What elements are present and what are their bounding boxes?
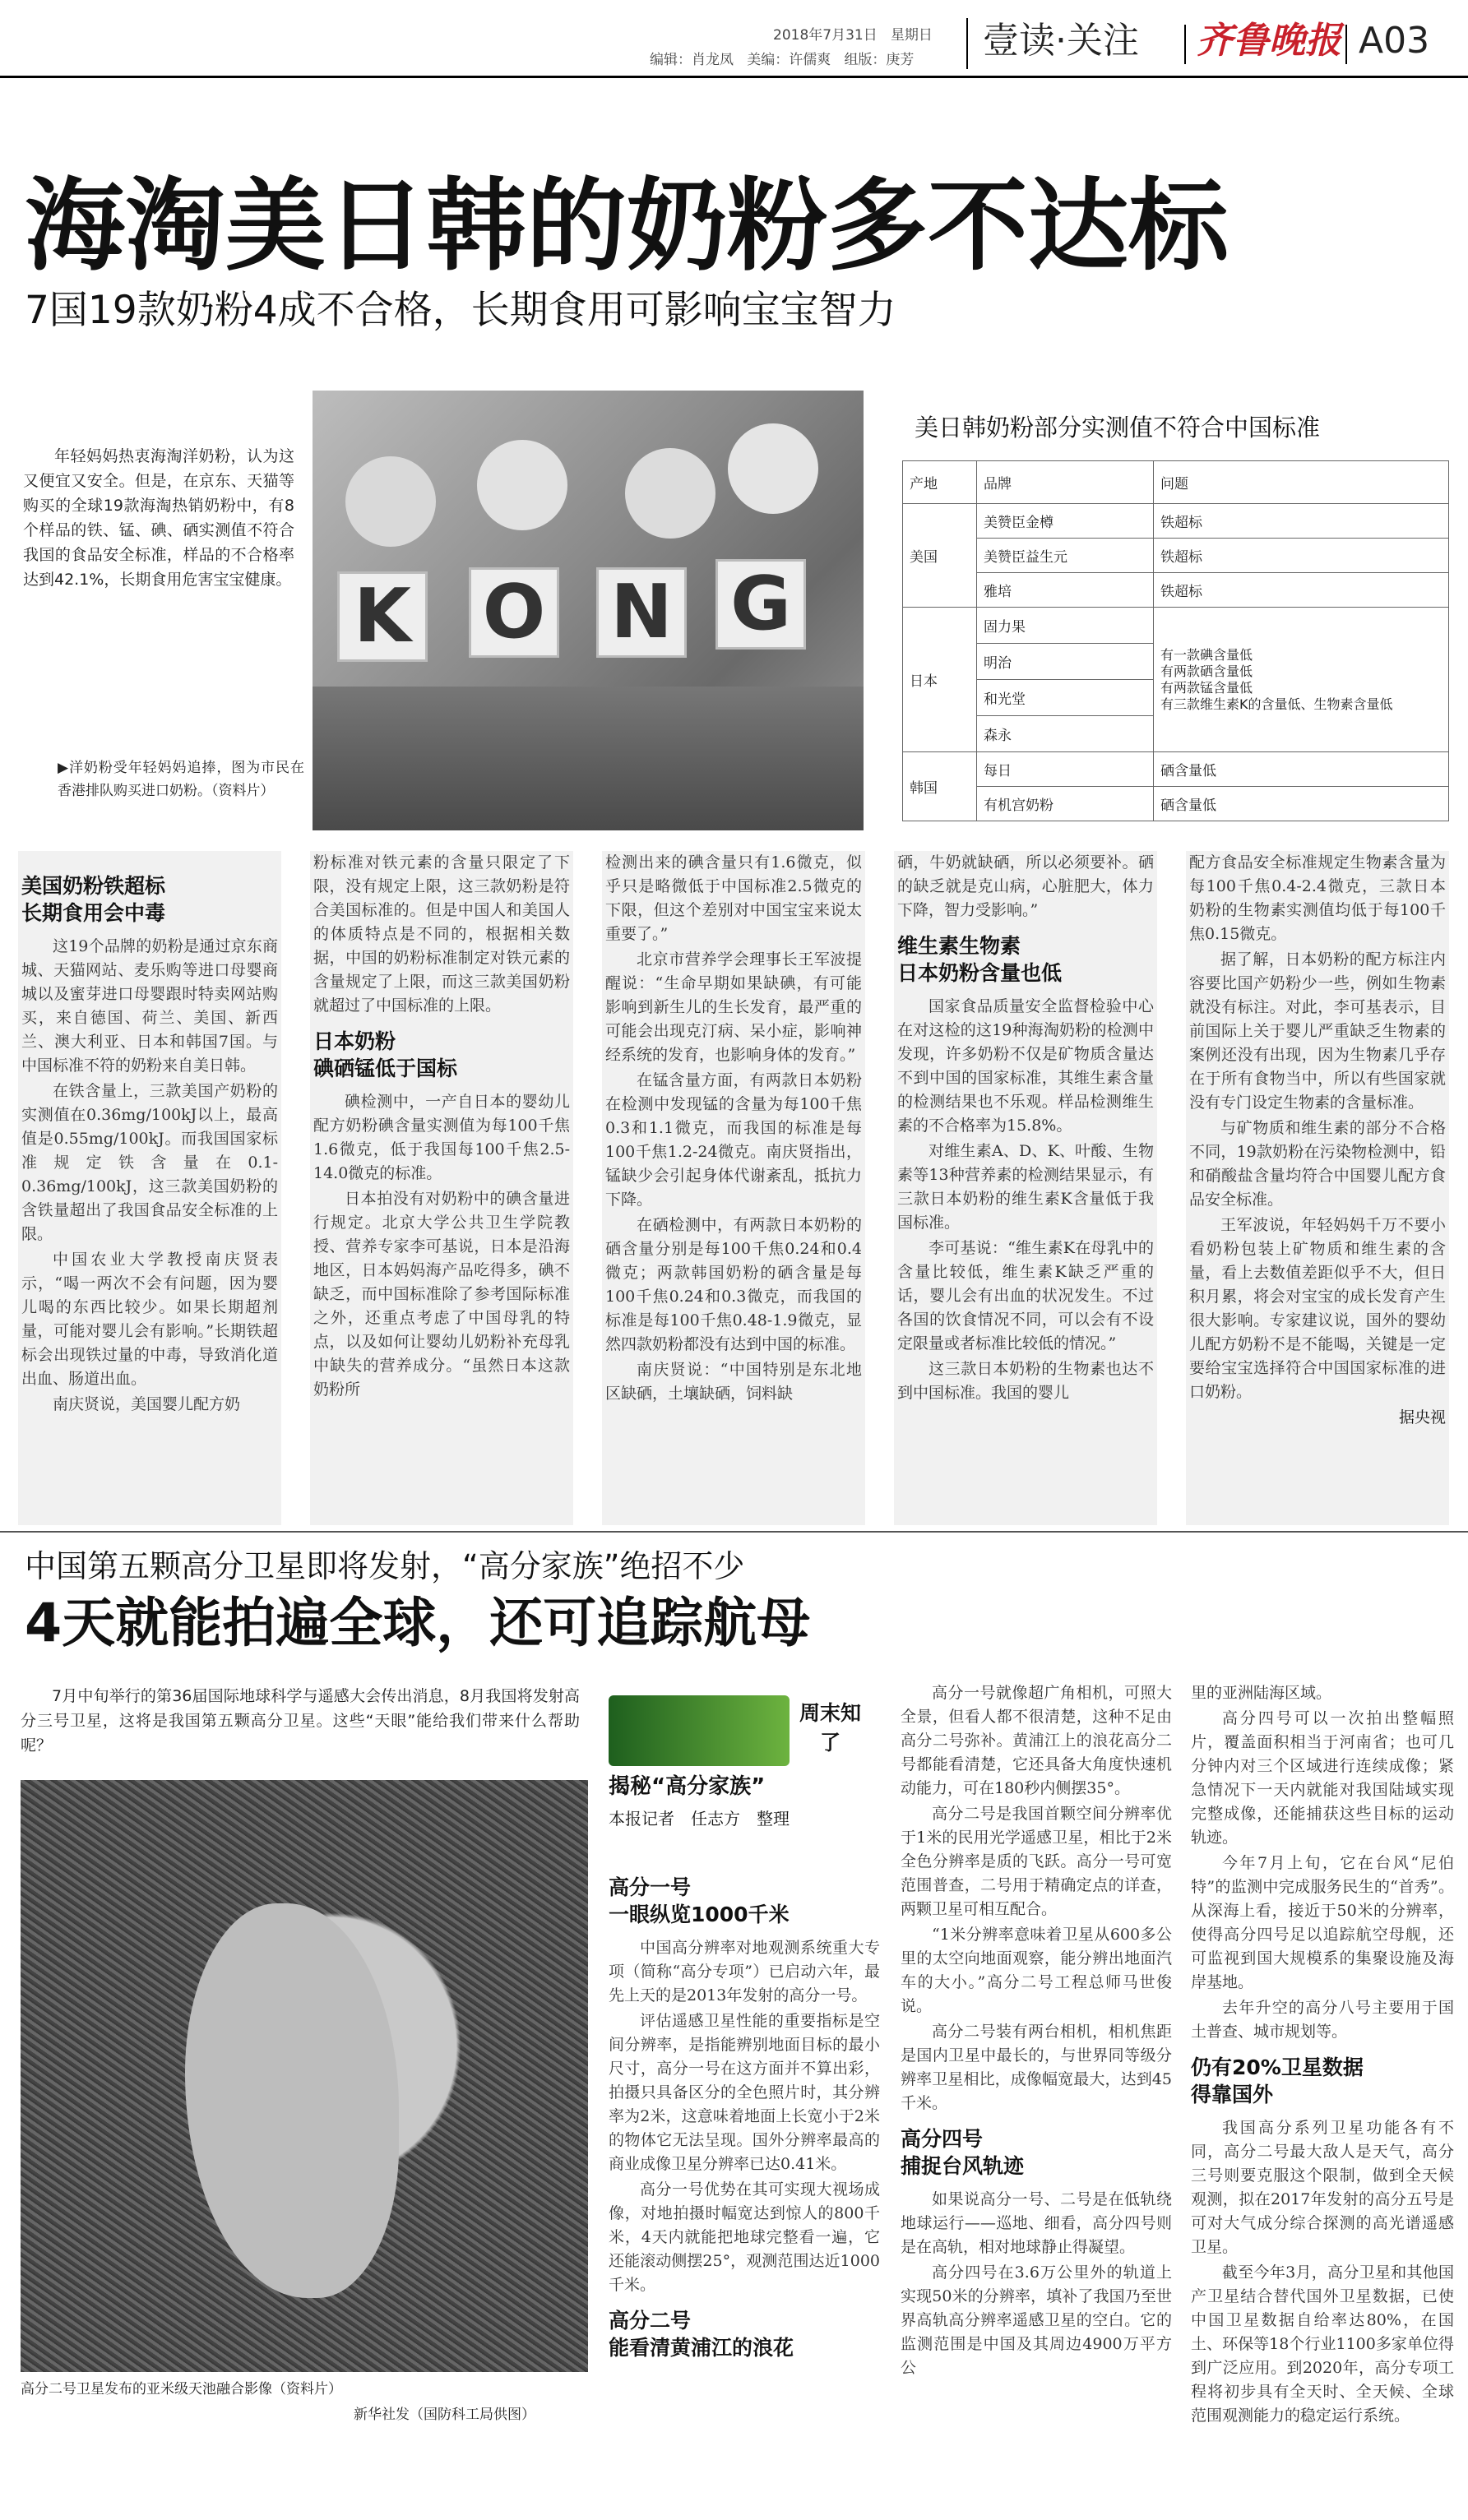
reveal-title: 揭秘“高分家族”: [609, 1774, 766, 1799]
table-header: 品牌: [977, 461, 1154, 504]
subheading: 高分二号 能看清黄浦江的浪花: [609, 2309, 794, 2360]
paragraph: 高分四号在3.6万公里外的轨道上实现50米的分辨率，填补了我国乃至世界高轨高分辨率遥感卫星的空白。它的监测范围是中国及其周边4900万平方公: [901, 2263, 1172, 2377]
issue-cell: 铁超标: [1154, 504, 1449, 539]
paragraph: “1米分辨率意味着卫星从600多公里的太空向地面观察，能分辨出地面汽车的大小。”高分二号工程总师马世俊说。: [901, 1926, 1172, 2015]
table-row: [903, 787, 1449, 821]
body-column-2: [310, 851, 573, 1525]
subheading: 高分一号 一眼纵览1000千米: [609, 1875, 790, 1926]
date-text: 2018年7月31日: [773, 27, 878, 44]
header-rule: [0, 76, 1468, 78]
header-divider: [1184, 25, 1186, 64]
paragraph: 北京市营养学会理事长王军波提醒说：“生命早期如果缺碘，有可能影响到新生儿的生长发育，最严重的可能会出现克汀病、呆小症，影响神经系统的发育，也影响身体的发育。”: [605, 950, 862, 1064]
issue-cell: 铁超标: [1154, 573, 1449, 608]
table-row: [903, 752, 1449, 787]
satellite-image-tianchi: [21, 1780, 588, 2372]
subheadline: 7国19款奶粉4成不合格，长期食用可影响宝宝智力: [25, 288, 896, 333]
paragraph: 配方食品安全标准规定生物素含量为每100千焦0.4-2.4微克，三款日本奶粉的生物素实测值均低于每100千焦0.15微克。: [1189, 853, 1446, 943]
badge-label: 周末知了: [799, 1701, 861, 1755]
paragraph: 南庆贤说，美国婴儿配方奶: [53, 1395, 241, 1413]
paragraph: 如果说高分一号、二号是在低轨绕地球运行——巡地、细看，高分四号则是在高轨，相对地球静止得凝望。: [901, 2190, 1172, 2256]
paragraph: 高分一号就像超广角相机，可照大全景，但看人都不很清楚，这种不足由高分二号弥补。黄浦江上的浪花高分二号都能看清楚，它还具备大角度快速机动能力，可在180秒内侧摆35°。: [901, 1684, 1172, 1797]
subheading: 维生素生物素 日本奶粉含量也低: [897, 934, 1063, 985]
paragraph: 中国高分辨率对地观测系统重大专项（简称“高分专项”）已启动六年，最先上天的是2013年发射的高分一号。: [609, 1939, 880, 2004]
baby-face: [625, 448, 715, 539]
weekday-text: 星期日: [890, 27, 933, 44]
table-row: [903, 539, 1449, 573]
page-number: A03: [1359, 20, 1430, 62]
brand-cell: 有机宫奶粉: [977, 787, 1154, 821]
paragraph: 高分二号装有两台相机，相机焦距是国内卫星中最长的，与世界同等级分辨率卫星相比，成像幅宽最大，达到45千米。: [901, 2023, 1172, 2112]
body-column-8: [1191, 1681, 1454, 2504]
headline: 海淘美日韩的奶粉多不达标: [25, 168, 1229, 284]
header-divider: [966, 18, 968, 69]
paragraph: 李可基说：“维生素K在母乳中的含量比较低，维生素K缺乏严重的话，婴儿会有出血的状况发生。不过各国的饮食情况不同，可以会有不设定限量或者标准比较低的情况。”: [897, 1239, 1154, 1352]
lead-text: 7月中旬举行的第36届国际地球科学与遥感大会传出消息，8月我国将发射高分三号卫星，这将是我国第五颗高分卫星。这些“天眼”能给我们带来什么帮助呢？: [21, 1687, 580, 1755]
letter-block: G: [715, 559, 806, 650]
paragraph: 这三款日本奶粉的生物素也达不到中国标准。我国的婴儿: [897, 1360, 1154, 1402]
subheading: 仍有20%卫星数据 得靠国外: [1191, 2055, 1364, 2106]
byline: 据央视: [1398, 1408, 1446, 1426]
paragraph: 中国农业大学教授南庆贤表示，“喝一两次不会有问题，因为婴儿喝的东西比较少。如果长期超剂量，可能对婴儿会有影响。”长期铁超标会出现铁过量的中毒，导致消化道出血、肠道出血。: [21, 1251, 278, 1388]
section-title: 壹读·关注: [983, 20, 1139, 62]
country-cell: 日本: [903, 608, 977, 752]
paragraph: 我国高分系列卫星功能各有不同，高分二号最大敌人是天气，高分三号则要克服这个限制，做到全天候观测，拟在2017年发射的高分五号是可对大气成分综合探测的高光谱遥感卫星。: [1191, 2119, 1454, 2256]
paragraph: 硒，牛奶就缺硒，所以必须要补。硒的缺乏就是克山病，心脏肥大，体力下降，智力受影响。”: [897, 853, 1154, 919]
paragraph: 国家食品质量安全监督检验中心在对这检的这19种海淘奶粉的检测中发现，许多奶粉不仅是矿物质含量达不到中国的国家标准，其维生素含量的检测结果也不乐观。样品检测维生素的不合格率为15.8%。: [897, 997, 1154, 1135]
badge-graphic: [609, 1695, 790, 1766]
standards-table: [902, 460, 1449, 821]
paragraph: 截至今年3月，高分卫星和其他国产卫星结合替代国外卫星数据，已使中国卫星数据自给率达80%，在国土、环保等18个行业1100多家单位得到广泛应用。到2020年，高分专项工程将初步具有全天时、全天候、全球范围观测能力的稳定运行系统。: [1191, 2263, 1454, 2425]
lead-text: 年轻妈妈热衷海淘洋奶粉，认为这又便宜又安全。但是，在京东、天猫等购买的全球19款海淘热销奶粉中，有8个样品的铁、锰、碘、硒实测值不符合我国的食品安全标准，样品的不合格率达到42.1%，长期食用危害宝宝健康。: [23, 447, 294, 589]
editor-credits: [650, 48, 914, 68]
paragraph: 检测出来的碘含量只有1.6微克，似乎只是略微低于中国标准2.5微克的下限，但这个差别对中国宝宝来说太重要了。”: [605, 853, 862, 943]
baby-face: [477, 440, 567, 530]
photo-caption: [58, 756, 304, 830]
reporter-credit: 本报记者 任志方 整理: [609, 1809, 790, 1829]
table-header: 产地: [903, 461, 977, 504]
paragraph: 与矿物质和维生素的部分不合格不同，19款奶粉在污染物检测中，铅和硝酸盐含量均符合中国婴儿配方食品安全标准。: [1189, 1119, 1446, 1209]
brand-cell: 明治: [977, 644, 1154, 680]
body-column-5: [1186, 851, 1449, 1525]
paragraph: 里的亚洲陆海区域。: [1191, 1684, 1332, 1702]
designer-text: 美编：许儒爽: [747, 52, 831, 68]
paragraph: 碘检测中，一产自日本的婴幼儿配方奶粉碘含量实测值为每100千焦1.6微克，低于我国每100千焦2.5-14.0微克的标准。: [313, 1093, 570, 1182]
body-column-4: [894, 851, 1157, 1525]
section-divider: [0, 1531, 1468, 1533]
lake-shape: [185, 1903, 399, 2298]
table-row: [903, 573, 1449, 608]
brand-cell: 每日: [977, 752, 1154, 787]
paragraph: 日本拍没有对奶粉中的碘含量进行规定。北京大学公共卫生学院教授、营养专家李可基说，日本是沿海地区，日本妈妈海产品吃得多，碘不缺乏，而中国标准除了参考国际标准之外，还重点考虑了中国母乳的特点，以及如何让婴幼儿奶粉补充母乳中缺失的营养成分。“虽然日本这款奶粉所: [313, 1190, 570, 1399]
body-column-6: [609, 1846, 880, 2504]
photo-kong: [313, 391, 864, 830]
paragraph: 这19个品牌的奶粉是通过京东商城、天猫网站、麦乐购等进口母婴商城以及蜜芽进口母婴跟时特卖网站购买，来自德国、荷兰、美国、新西兰、澳大利亚、日本和韩国7国。与中国标准不符的奶粉来自美日韩。: [21, 937, 278, 1075]
image-caption: 高分二号卫星发布的亚米级天池融合影像（资料片）: [21, 2381, 342, 2397]
brand-cell: 美赞臣金樽: [977, 504, 1154, 539]
caption-text: ▶洋奶粉受年轻妈妈追捧，图为市民在香港排队购买进口奶粉。（资料片）: [58, 760, 304, 799]
body-column-3: [602, 851, 865, 1525]
table-row: [903, 504, 1449, 539]
weekend-badge: [609, 1695, 880, 1769]
country-cell: 韩国: [903, 752, 977, 821]
paragraph: 王军波说，年轻妈妈千万不要小看奶粉包装上矿物质和维生素的含量，看上去数值差距似乎不大，但日积月累，将会对宝宝的成长发育产生很大影响。专家建议说，国外的婴幼儿配方奶粉不是不能喝，关键是一定要给宝宝选择符合中国国家标准的进口奶粉。: [1189, 1216, 1446, 1401]
paragraph: 高分四号可以一次拍出整幅照片，覆盖面积相当于河南省；也可几分钟内对三个区域进行连续成像；紧急情况下一天内就能对我国陆域实现完整成像，还能捕获这些目标的运动轨迹。: [1191, 1709, 1454, 1847]
paragraph: 评估遥感卫星性能的重要指标是空间分辨率，是指能辨别地面目标的最小尺寸，高分一号在这方面并不算出彩，拍摄只具备区分的全色照片时，其分辨率为2米，这意味着地面上长宽小于2米的物体它无法呈现。国外分辨率最高的商业成像卫星分辨率已达0.41米。: [609, 2012, 880, 2173]
issue-line: 有两款锰含量低: [1160, 679, 1253, 696]
newspaper-logo: 齐鲁晚报: [1197, 20, 1341, 62]
letter-block: O: [469, 567, 559, 658]
paragraph: 高分一号优势在其可实现大视场成像，对地拍摄时幅宽达到惊人的800千米，4天内就能把地球完整看一遍，它还能滚动侧摆25°，观测范围达近1000千米。: [609, 2180, 880, 2294]
brand-cell: 森永: [977, 716, 1154, 752]
paragraph: 在硒检测中，有两款日本奶粉的硒含量分别是每100千焦0.24和0.4微克；两款韩国奶粉的硒含量是每100千焦0.24和0.3微克，而我国的标准是每100千焦0.48-1.9微克，显然四款奶粉都没有达到中国的标准。: [605, 1216, 862, 1353]
brand-cell: 美赞臣益生元: [977, 539, 1154, 573]
paragraph: 南庆贤说：“中国特别是东北地区缺硒，土壤缺硒，饲料缺: [605, 1361, 862, 1403]
issue-date: [773, 23, 933, 44]
subheading: 美国奶粉铁超标 长期食用会中毒: [21, 874, 166, 925]
subheading: 高分四号 捕捉台风轨迹: [901, 2127, 1025, 2178]
header-divider: [1345, 25, 1347, 64]
issue-line: 有一款碘含量低: [1160, 646, 1253, 663]
body-column-7: [901, 1681, 1172, 2504]
baby-face: [728, 423, 818, 514]
table-row: [903, 608, 1449, 644]
paragraph: 粉标准对铁元素的含量只限定了下限，没有规定上限，这三款奶粉是符合美国标准的。但是中国人和美国人的体质特点是不同的，根据相关数据，中国的奶粉标准制定对铁元素的含量规定了上限，而这三款美国奶粉就超过了中国标准的上限。: [313, 853, 570, 1015]
baby-face: [345, 456, 436, 547]
table-title: 美日韩奶粉部分实测值不符合中国标准: [915, 414, 1321, 442]
paragraph: 在锰含量方面，有两款日本奶粉在检测中发现锰的含量为每100千焦0.3和1.1微克，而我国的标准是每100千焦1.2-24微克。南庆贤指出，锰缺少会引起身体代谢紊乱，抵抗力下降。: [605, 1071, 862, 1209]
issue-line: 有两款硒含量低: [1160, 663, 1253, 679]
crowd-shadow: [313, 687, 864, 830]
issue-cell: 硒含量低: [1154, 787, 1449, 821]
paragraph: 据了解，日本奶粉的配方标注内容要比国产奶粉少一些，例如生物素就没有标注。对此，李可基表示，目前国际上关于婴儿严重缺乏生物素的案例还没有出现，因为生物素几乎存在于所有食物当中，所以有些国家就没有专门设定生物素的含量标准。: [1189, 950, 1446, 1112]
issue-line: 有三款维生素K的含量低、生物素含量低: [1160, 696, 1393, 712]
headline-2: 4天就能拍遍全球，还可追踪航母: [25, 1593, 811, 1654]
editor-text: 编辑：肖龙凤: [650, 52, 734, 68]
brand-cell: 雅培: [977, 573, 1154, 608]
kicker: 中国第五颗高分卫星即将发射，“高分家族”绝招不少: [25, 1548, 745, 1584]
brand-cell: 和光堂: [977, 680, 1154, 716]
paragraph: 在铁含量上，三款美国产奶粉的实测值在0.36mg/100kJ以上，最高值是0.55mg/100kJ。而我国国家标准规定铁含量在0.1-0.36mg/100kJ，这三款美国奶粉的含铁量超出了我国食品安全标准的上限。: [21, 1082, 278, 1243]
paragraph: 去年升空的高分八号主要用于国土普查、城市规划等。: [1191, 1999, 1454, 2041]
brand-cell: 固力果: [977, 608, 1154, 644]
lead-paragraph-2: [21, 1684, 580, 1766]
issue-cell: 硒含量低: [1154, 752, 1449, 787]
page-header: [0, 0, 1468, 78]
country-cell: 美国: [903, 504, 977, 608]
body-column-1: [18, 851, 281, 1525]
paragraph: 高分二号是我国首颗空间分辨率优于1米的民用光学遥感卫星，相比于2米全色分辨率是质的飞跃。高分一号可宽范围普查，二号用于精确定点的详查，两颗卫星可相互配合。: [901, 1805, 1172, 1918]
letter-block: K: [337, 571, 428, 662]
subheading: 日本奶粉 碘硒锰低于国标: [313, 1029, 458, 1080]
image-credit: 新华社发（国防科工局供图）: [354, 2407, 535, 2423]
lead-paragraph: [23, 444, 294, 650]
issue-cell: [1154, 608, 1449, 752]
paragraph: 今年7月上旬，它在台风“尼伯特”的监测中完成服务民生的“首秀”。从深海上看，接近于50米的分辨率，使得高分四号足以追踪航空母舰，还可监视到国大规模系的集聚设施及海岸基地。: [1191, 1854, 1454, 1991]
paragraph: 对维生素A、D、K、叶酸、生物素等13种营养素的检测结果显示，有三款日本奶粉的维生素K含量低于我国标准。: [897, 1142, 1154, 1232]
letter-block: N: [596, 567, 687, 658]
proofreader-text: 组版：庚芳: [844, 52, 915, 68]
issue-cell: 铁超标: [1154, 539, 1449, 573]
table-header: 问题: [1154, 461, 1449, 504]
